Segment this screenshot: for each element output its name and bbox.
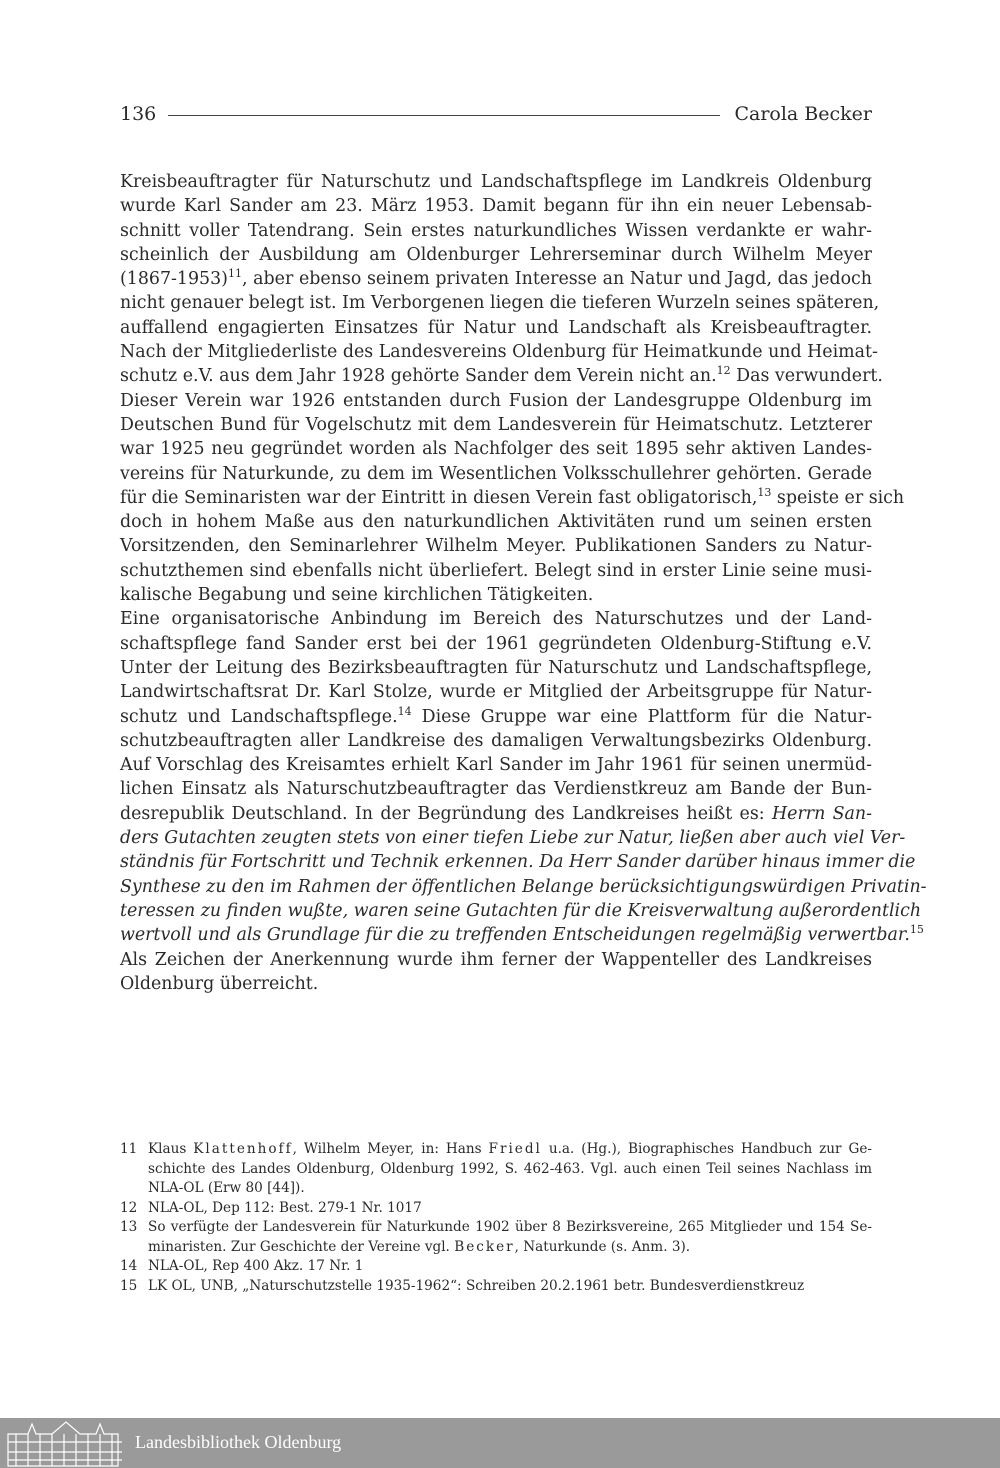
text-segment: , aber ebenso seinem privaten Interesse an Natur und Jagd, das jedoch (241, 269, 872, 290)
text-segment: ständnis für Fortschritt und Technik erkennen. Da Herr Sander darüber hinaus immer die (120, 852, 916, 873)
footnote-number: 12 (120, 1199, 138, 1216)
text-segment: schaftspflege fand Sander erst bei der 1961 gegründeten Oldenburg-Stiftung e.V. (120, 633, 872, 654)
text-segment: Auf Vorschlag des Kreisamtes erhielt Karl Sander im Jahr 1961 für seinen unermüd- (120, 755, 872, 776)
text-segment: schutzthemen sind ebenfalls nicht überliefert. Belegt sind in erster Linie seine musi- (120, 560, 872, 581)
text-segment: Becker (454, 1238, 515, 1255)
text-line (120, 462, 872, 486)
text-segment: NLA-OL, Rep 400 Akz. 17 Nr. 1 (148, 1258, 364, 1274)
text-segment: wertvoll und als Grundlage für die zu treffenden Entscheidungen regelmäßig verwertbar. (120, 925, 910, 946)
footnote-reference[interactable]: 14 (397, 704, 412, 718)
text-segment: Klaus (148, 1141, 194, 1157)
text-line (120, 243, 872, 267)
text-segment: schnitt voller Tatendrang. Sein erstes naturkundliches Wissen verdankte er wahr- (120, 220, 872, 241)
text-segment: schutz und Landschaftspflege. (120, 706, 398, 727)
text-segment: für die Seminaristen war der Eintritt in diesen Verein fast obligatorisch, (120, 487, 758, 508)
text-segment: desrepublik Deutschland. In der Begründung des Landkreises heißt es: (120, 803, 772, 824)
text-segment: speiste er sich (771, 487, 905, 508)
text-line (120, 413, 872, 437)
text-line (120, 729, 872, 753)
footnote-number: 14 (120, 1258, 138, 1274)
text-segment: (1867-1953) (120, 269, 228, 290)
text-segment: vereins für Naturkunde, zu dem im Wesentlichen Volksschullehrer gehörten. Gerade (120, 463, 872, 484)
text-segment: schutzbeauftragten aller Landkreise des damaligen Verwaltungsbezirks Oldenburg. (120, 730, 872, 751)
text-segment: Landwirtschaftsrat Dr. Karl Stolze, wurde er Mitglied der Arbeitsgruppe für Natur- (120, 682, 872, 703)
text-segment: schutz e.V. aus dem Jahr 1928 gehörte Sander dem Verein nicht an. (120, 366, 717, 387)
text-segment: Unter der Leitung des Bezirksbeauftragten für Naturschutz und Landschaftspflege, (120, 657, 872, 678)
footnote-line (148, 1179, 872, 1199)
library-building-logo-icon (6, 1420, 124, 1468)
text-line (120, 291, 880, 315)
footnotes (120, 1140, 872, 1296)
text-line (120, 899, 922, 923)
text-segment: auffallend engagierten Einsatzes für Natur und Landschaft als Kreisbeauftragter. (120, 317, 872, 338)
footnote-line (148, 1277, 872, 1297)
footnote-reference[interactable]: 11 (227, 267, 242, 281)
text-line (120, 316, 872, 340)
text-line (120, 485, 905, 510)
text-segment: nicht genauer belegt ist. Im Verborgenen liegen die tieferen Wurzeln seines späteren, (120, 293, 880, 314)
text-line (120, 559, 872, 583)
text-segment: Oldenburg überreicht. (120, 973, 319, 994)
text-segment: Deutschen Bund für Vogelschutz mit dem Landesverein für Heimatschutz. Letzterer (120, 414, 872, 435)
footnote-line (148, 1257, 872, 1277)
text-segment: , Wilhelm Meyer, in: Hans (292, 1141, 489, 1157)
text-line (120, 364, 883, 388)
text-segment: Kreisbeauftragter für Naturschutz und Landschaftspflege im Landkreis Oldenburg (120, 172, 872, 192)
text-segment: Herrn San- (772, 803, 873, 824)
text-segment: schichte des Landes Oldenburg, Oldenburg 1992, S. 462-463. Vgl. auch einen Teil seines Nachlass im (148, 1160, 872, 1177)
text-line (120, 802, 872, 826)
text-segment: , Naturkunde (s. Anm. 3). (514, 1238, 691, 1255)
footnote-line (148, 1140, 872, 1160)
text-line (120, 948, 872, 972)
library-footer-bar (0, 1418, 1000, 1468)
text-segment: NLA-OL (Erw 80 [44]). (148, 1180, 305, 1196)
text-segment: Eine organisatorische Anbindung im Bereich des Naturschutzes und der Land- (120, 609, 872, 630)
library-name: Landesbibliothek Oldenburg (135, 1432, 342, 1452)
running-author: Carola Becker (734, 103, 872, 125)
footnote-number: 15 (120, 1277, 138, 1294)
footnote-line (148, 1218, 872, 1238)
footnote-line (148, 1199, 872, 1219)
footnote-reference[interactable]: 13 (757, 485, 772, 499)
text-line (120, 777, 872, 801)
text-line (120, 632, 872, 656)
text-line (120, 850, 916, 874)
text-line (120, 826, 906, 850)
text-line (120, 705, 872, 729)
text-line (120, 267, 872, 291)
text-line (120, 680, 872, 704)
text-segment: NLA-OL, Dep 112: Best. 279-1 Nr. 1017 (148, 1199, 422, 1216)
text-segment: kalische Begabung und seine kirchlichen Tätigkeiten. (120, 585, 594, 606)
footnote (120, 1257, 872, 1277)
text-line (120, 534, 872, 558)
text-line (120, 607, 872, 631)
text-segment: minaristen. Zur Geschichte der Vereine vgl. (148, 1238, 455, 1255)
text-segment: wurde Karl Sander am 23. März 1953. Damit begann für ihn ein neuer Lebensab- (120, 196, 872, 217)
text-segment: Friedl (488, 1141, 542, 1157)
text-segment: Dieser Verein war 1926 entstanden durch Fusion der Landesgruppe Oldenburg im (120, 390, 872, 411)
text-segment: Klattenhoff (193, 1141, 293, 1157)
text-segment: lichen Einsatz als Naturschutzbeauftragter das Verdienstkreuz am Bande der Bun- (120, 779, 872, 800)
text-line (120, 170, 872, 194)
footnote-reference[interactable]: 12 (716, 364, 731, 378)
text-segment: Nach der Mitgliederliste des Landesvereins Oldenburg für Heimatkunde und Heimat- (120, 342, 878, 363)
text-segment: war 1925 neu gegründet worden als Nachfolger des seit 1895 sehr aktiven Landes- (120, 439, 872, 460)
footnote-line (148, 1160, 872, 1180)
text-line (120, 194, 872, 218)
text-segment: LK OL, UNB, „Naturschutzstelle 1935-1962“: Schreiben 20.2.1961 betr. Bundesverdienstkreuz (148, 1277, 805, 1294)
text-line (120, 219, 872, 243)
footnote (120, 1140, 872, 1199)
text-line (120, 972, 872, 996)
text-segment: scheinlich der Ausbildung am Oldenburger Lehrerseminar durch Wilhelm Meyer (120, 244, 872, 265)
body-text (120, 170, 927, 996)
text-line (120, 753, 872, 777)
text-line (120, 389, 872, 413)
footnote (120, 1199, 872, 1219)
text-line (120, 340, 878, 364)
text-line (120, 437, 872, 461)
footnote-number: 11 (120, 1141, 138, 1157)
footnote (120, 1277, 872, 1297)
text-segment: Das verwundert. (730, 366, 883, 387)
header-rule (168, 115, 720, 116)
footnote (120, 1218, 872, 1257)
text-segment: Vorsitzenden, den Seminarlehrer Wilhelm Meyer. Publikationen Sanders zu Natur- (120, 536, 872, 557)
footnote-number: 13 (120, 1219, 138, 1235)
text-segment: doch in hohem Maße aus den naturkundlichen Aktivitäten rund um seinen ersten (120, 512, 872, 533)
text-segment: u.a. (Hg.), Biographisches Handbuch zur Ge- (541, 1141, 872, 1157)
text-line (120, 583, 872, 607)
text-segment: ders Gutachten zeugten stets von einer tiefen Liebe zur Natur, ließen aber auch viel Ver- (120, 828, 906, 849)
page-number: 136 (120, 103, 157, 125)
text-line (120, 923, 924, 947)
running-header (120, 100, 872, 128)
text-segment: So verfügte der Landesverein für Naturkunde 1902 über 8 Bezirksvereine, 265 Mitglieder und 154 Se- (148, 1219, 872, 1235)
text-segment: Synthese zu den im Rahmen der öffentlichen Belange berücksichtigungswürdigen Privatin- (120, 876, 927, 897)
text-segment: teressen zu finden wußte, waren seine Gutachten für die Kreisverwaltung außerordentlich (120, 900, 922, 921)
text-segment: Als Zeichen der Anerkennung wurde ihm ferner der Wappenteller des Landkreises (120, 949, 872, 970)
text-line (120, 510, 872, 534)
text-segment: Diese Gruppe war eine Plattform für die Natur- (411, 706, 872, 727)
footnote-reference[interactable]: 15 (909, 923, 924, 937)
text-line (120, 656, 872, 680)
text-line (120, 875, 927, 899)
footnote-line (148, 1238, 872, 1258)
